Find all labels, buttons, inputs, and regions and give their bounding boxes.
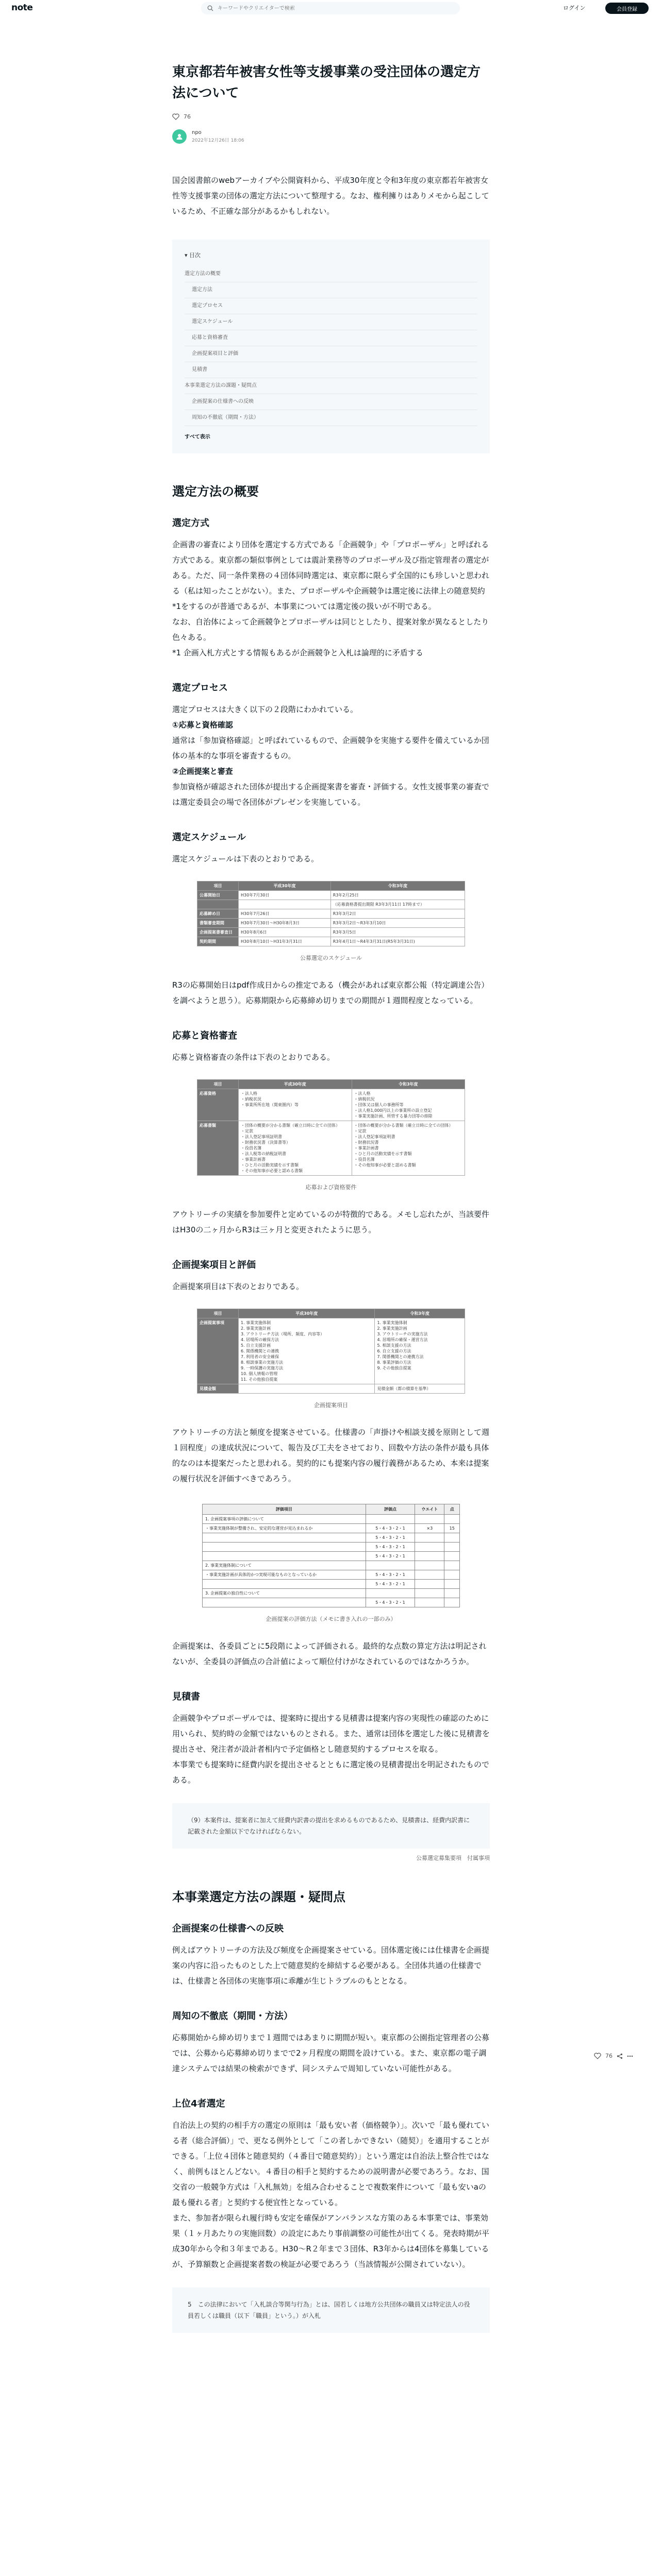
apply-table: [197, 1079, 465, 1176]
table-cell: （応募資格書提出期限 R3年3月11日 17時まで）: [330, 900, 465, 909]
table-cell: 見積金額: [197, 1384, 239, 1394]
heading-schedule: 選定スケジュール: [172, 832, 246, 843]
section-heading-issues: 本事業選定方法の課題・疑問点: [172, 1890, 345, 1904]
table-row: [197, 1121, 465, 1176]
table-header-cell: 項目: [197, 1080, 239, 1089]
article: [172, 62, 490, 2333]
article-title: 東京都若年被害女性等支援事業の受注団体の選定方法について: [172, 64, 481, 101]
table-row: [203, 1515, 460, 1524]
table-row: [203, 1533, 460, 1543]
signup-button[interactable]: 会員登録: [605, 3, 649, 14]
score-figure: [202, 1504, 460, 1623]
table-cell: [415, 1580, 444, 1589]
toc-item[interactable]: 企画提案の仕様書への反映: [185, 394, 477, 410]
table-row: [203, 1580, 460, 1589]
table-cell: [415, 1589, 444, 1598]
score-caption: 企画提案の評価方法（メモに書き入れの一部のみ）: [266, 1616, 396, 1622]
table-cell: 5・4・3・2・1: [366, 1533, 415, 1543]
eval-figure: [197, 1309, 465, 1409]
table-cell: 応募締め日: [197, 909, 239, 919]
toc-item[interactable]: 企画提案項目と評価: [185, 346, 477, 362]
intro-paragraph: 国会図書館のwebアーカイブや公開資料から、平成30年度と令和3年度の東京都若年被害女性等支援事業の団体の選定方法について整理する。なお、権利擁りはありメモから起こしているため、不正確な部分があるかもしれない。: [172, 176, 489, 216]
table-cell: ・事業実施計画が具体的かつ実現可能なものとなっているか: [203, 1570, 366, 1580]
table-cell: 5・4・3・2・1: [366, 1543, 415, 1552]
schedule-figure: [197, 881, 465, 962]
table-header-cell: 項目: [197, 1309, 239, 1318]
table-row: [197, 1384, 465, 1394]
table-header-cell: 令和3年度: [375, 1309, 465, 1318]
table-cell: [444, 1533, 460, 1543]
note-logo[interactable]: note: [11, 3, 33, 13]
schedule-table: [197, 881, 465, 946]
avatar[interactable]: [172, 129, 187, 144]
toc-item[interactable]: 周知の不徹底（期間・方法）: [185, 410, 477, 426]
eval-paragraph-3: 企画提案は、各委員ごとに5段階によって評価される。最終的な点数の算定方法は明記されないが、全委員の評価点の合計値によって順位付けがなされているのではなかろうか。: [172, 1641, 487, 1666]
table-of-contents: [172, 240, 490, 453]
table-cell: ・法人格 ・納税状況 ・事業所所在地（関東圏内）等: [239, 1089, 352, 1121]
table-cell: [444, 1561, 460, 1570]
apply-caption: 応募および資格要件: [305, 1184, 357, 1191]
table-row: [197, 891, 465, 900]
apply-paragraph: 応募と資格審査の条件は下表のとおりである。: [172, 1053, 335, 1062]
search-bar[interactable]: [201, 2, 460, 14]
quote-source: 公募選定募集要項 付属事項: [416, 1855, 490, 1861]
table-cell: [203, 1533, 366, 1543]
table-cell: [444, 1580, 460, 1589]
table-cell: 5・4・3・2・1: [366, 1598, 415, 1607]
method-footnote: *1 企画入札方式とする情報もあるが企画競争と入札は論理的に矛盾する: [172, 648, 423, 657]
table-cell: ・団体の概要が分かる書類（確立日時に全ての団体） ・定款 ・法人登記事項証明書 ・財務状況書（決算書等） ・役員名簿 ・法人税等の納税証明書 ・事業計画書 ・ひと月の活動実績を示す書類 ・その他知事が必要と認める書類: [239, 1121, 352, 1176]
table-cell: H30年7月26日: [239, 909, 331, 919]
table-cell: [444, 1552, 460, 1561]
table-cell: [415, 1598, 444, 1607]
process-step-1: ①応募と資格確認: [172, 720, 233, 730]
table-cell: H30年7月30日～H30年8月3日: [239, 919, 331, 928]
heading-four: 上位4者選定: [172, 2098, 225, 2109]
heading-apply: 応募と資格審査: [172, 1030, 237, 1041]
table-header-cell: 平成30年度: [239, 882, 331, 891]
table-header-cell: 評価項目: [203, 1504, 366, 1515]
toc-item[interactable]: 本事業選定方法の課題・疑問点: [185, 378, 477, 394]
table-cell: 15: [444, 1524, 460, 1533]
table-cell: ・事業実施体制が整備され、安定的な運営が見込まれるか: [203, 1524, 366, 1533]
site-header: [0, 0, 662, 16]
table-row: [197, 1318, 465, 1384]
table-cell: H30年8月6日: [239, 928, 331, 937]
table-cell: 5・4・3・2・1: [366, 1570, 415, 1580]
table-cell: [203, 1552, 366, 1561]
table-cell: 1. 企画提案事項の評価について: [203, 1515, 366, 1524]
table-cell: [366, 1561, 415, 1570]
table-cell: [444, 1598, 460, 1607]
process-paragraph-3: 参加資格が確認された団体が提出する企画提案書を審査・評価する。女性支援事業の審査では選定委員会の場で各団体がプレゼンを実施している。: [172, 782, 490, 807]
table-row: [203, 1561, 460, 1570]
table-cell: 5・4・3・2・1: [366, 1580, 415, 1589]
heart-icon: [594, 2053, 601, 2059]
table-cell: [203, 1598, 366, 1607]
table-cell: R3年3月2日～R3年3月10日: [330, 919, 465, 928]
table-cell: [366, 1515, 415, 1524]
share-icon[interactable]: [617, 2053, 623, 2059]
table-cell: 5・4・3・2・1: [366, 1552, 415, 1561]
heading-spec: 企画提案の仕様書への反映: [172, 1923, 284, 1934]
table-cell: 契約期間: [197, 937, 239, 946]
table-cell: [239, 1384, 375, 1394]
process-paragraph: 選定プロセスは大きく以下の２段階にわかれている。: [172, 705, 358, 714]
heading-quote: 見積書: [172, 1691, 200, 1702]
table-cell: [239, 900, 331, 909]
table-cell: R3年4月1日～R4年3月31日(R5年3月31日): [330, 937, 465, 946]
table-cell: [444, 1589, 460, 1598]
search-icon: [207, 5, 213, 11]
table-header-cell: 平成30年度: [239, 1080, 352, 1089]
table-header-cell: 令和3年度: [352, 1080, 465, 1089]
eval-paragraph-2: アウトリーチの方法と頻度を提案させている。仕様書の「声掛けや相談支援を原則として週１回程度」の達成状況について、報告及び工夫をさせており、回数や方法の条件が最も具体的なのは本提案だったと思われる。契約的にも提案内容の履行義務があるため、本来は提案の履行状況を評価すべきであろう。: [172, 1428, 490, 1483]
table-cell: H30年8月10日～H31年3月31日: [239, 937, 331, 946]
spec-paragraph: 例えばアウトリーチの方法及び頻度を企画提案させている。団体選定後には仕様書を企画提案の内容に沿ったものとした上で随意契約を締結する必要がある。全団体共通の仕様書では、仕様書と各団体の実施事項に乖離が生じトラブルのもととなる。: [172, 1945, 490, 1986]
table-cell: ×3: [415, 1524, 444, 1533]
period-paragraph: 応募開始から締め切りまで１週間ではあまりに期間が短い。東京都の公園指定管理者の公募では、公募から応募締め切りまでで2ヶ月程度の期間を設けている。また、東京都の電子調達システムでは結果の検索ができず、同システムで周知していない可能性がある。: [172, 2033, 490, 2073]
apply-paragraph-2: アウトリーチの実績を参加要件と定めているのが特徴的である。メモし忘れたが、当該要件はH30の二ヶ月からR3は三ヶ月と変更されたように思う。: [172, 1210, 490, 1234]
table-row: [197, 928, 465, 937]
eval-caption: 企画提案項目: [314, 1402, 348, 1409]
eval-paragraph: 企画提案項目は下表のとおりである。: [172, 1282, 304, 1291]
like-count: 76: [184, 113, 191, 120]
table-cell: 1. 事業実施体制 2. 事業実施計画 3. アウトリーチ方法（場所、頻度、内容等） 4. 居場所の確保方法 5. 自立支援計画 6. 関係機関との連携 7. 利用者の安全確保 8. 相談事業の実施方法 9. 一時保護の実施方法 10. 個人情報の管理 11. その他独自提案: [239, 1318, 375, 1384]
quote-paragraph-2: 本事業でも提案時に経費内訳を提出させるとともに選定後の見積書提出を明記されたものである。: [172, 1760, 490, 1785]
toc-list: [185, 266, 477, 426]
table-header-cell: 点: [444, 1504, 460, 1515]
table-cell: 5・4・3・2・1: [366, 1524, 415, 1533]
author-row: [172, 129, 490, 144]
table-cell: [415, 1570, 444, 1580]
table-row: [203, 1524, 460, 1533]
four-paragraph-2: また、参加者が限られ履行時も安定を確保がアンバランスな方策のある本事業では、事業効果（１ヶ月あたりの実施回数）の設定にあたり事前調整の可能性が出てくる。発表時期が平成30年から令和３年まである。H30～R２年まで３団体、R3年からは4団体を募集しているが、予算額数と企画提案者数の検証が必要であろう（当該情報が公開されていない）。: [172, 2213, 490, 2269]
table-cell: 公募開始日: [197, 891, 239, 900]
schedule-paragraph-2: R3の応募開始日はpdf作成日からの推定である（機会があれば東京都公報（特定調達公告）を調べようと思う）。応募期限から応募締め切りまでの期間が１週間程度となっている。: [172, 980, 489, 1005]
table-cell: [415, 1515, 444, 1524]
table-cell: 1. 事業実施体制 2. 事業実施計画 3. アウトリーチの実施方法 4. 居場所の確保・運営方法 5. 相談支援の方法 6. 自立支援の方法 7. 関係機関との連携方法 8. 事業評価の方法 9. その他独自提案: [375, 1318, 465, 1384]
author-name[interactable]: npo: [192, 130, 202, 135]
table-cell: [366, 1589, 415, 1598]
toc-item[interactable]: 見積書: [185, 362, 477, 378]
method-paragraph: 企画書の審査により団体を選定する方式である「企画競争」や「プロポーザル」と呼ばれる方式である。東京都の類似事例としては震計業務等のプロポーザル及び指定管理者の選定がある。ただ、同一条件業務の４団体同時選定は、東京都に限らず全国的にも珍しいと思われる（私は知ったことがない）。また、プロポーザルや企画競争は選定後に法律上の随意契約*1をするのが普通であるが、本事業については選定後の扱いが不明である。: [172, 540, 490, 611]
table-row: [203, 1598, 460, 1607]
publish-date: 2022年12月26日 18:06: [192, 138, 244, 143]
table-row: [197, 900, 465, 909]
search-input[interactable]: [218, 6, 434, 11]
process-step-2: ②企画提案と審査: [172, 767, 233, 776]
table-cell: R3年2月25日: [330, 891, 465, 900]
table-cell: 3. 企画提案の独自性について: [203, 1589, 366, 1598]
floating-like-count: 76: [605, 2053, 613, 2059]
toc-item[interactable]: 選定方法: [185, 282, 477, 298]
table-row: [203, 1570, 460, 1580]
table-cell: [415, 1543, 444, 1552]
table-cell: 企画提案書審査日: [197, 928, 239, 937]
table-header-cell: 項目: [197, 882, 239, 891]
process-paragraph-2: 通常は「参加資格確認」と呼ばれているもので、企画競争を実施する要件を備えているか団体の基本的な事項を審査するもの。: [172, 736, 489, 760]
four-paragraph: 自治法上の契約の相手方の選定の原則は「最も安い者（価格競争）」。次いで「最も優れている者（総合評価）」で、更なる例外として「この者しかできない（随契）」を適用することができる。「上位４団体と随意契約（４番目で随意契約）」という選定は自治法上整合性ではなく、前例もほとんどない。４番目の相手と契約するための説明書が必要であろう。なお、国交省の一般競争方式は「入札無効」を組み合わせることで複数案件について「最も安いaの最も優れる者」と契約する便宜性となっている。: [172, 2121, 490, 2207]
table-cell: [415, 1533, 444, 1543]
table-cell: [203, 1580, 366, 1589]
schedule-caption: 公募選定のスケジュール: [300, 955, 362, 961]
table-cell: R3年3月5日: [330, 928, 465, 937]
heading-process: 選定プロセス: [172, 683, 228, 693]
quote-blockquote: （9）本案件は、提案者に加えて経費内訳書の提出を求めるものであるため、見積書は、経費内訳書に記載された金額以下でなければならない。: [172, 1803, 490, 1849]
table-cell: ・法人格 ・納税状況 ・団体又は個人の事務所等 ・法人格1,000円以上の事業所の設立登記 ・事業実施計画、所管する暴力団等の排除: [352, 1089, 465, 1121]
quote-paragraph: 企画競争やプロポーザルでは、提案時に提出する見積書は提案内容の実現性の確認のために用いられ、契約時の金額ではないものとされる。また、通常は団体を選定した後に見積書を提出させ、発注者が設計者相内で予定価格とし随意契約するプロセスを取る。: [172, 1714, 490, 1754]
table-row: [197, 909, 465, 919]
score-table: [202, 1504, 460, 1607]
table-cell: [197, 900, 239, 909]
toc-item[interactable]: 選定プロセス: [185, 298, 477, 314]
table-row: [197, 937, 465, 946]
table-header-cell: 令和3年度: [330, 882, 465, 891]
more-icon[interactable]: [627, 2055, 633, 2057]
method-paragraph-2: なお、自治体によって企画競争とプロポーザルは同じとしたり、提案対象が異なるとしたり色々ある。: [172, 617, 489, 642]
table-cell: [444, 1570, 460, 1580]
toc-item[interactable]: 選定方法の概要: [185, 266, 477, 282]
table-cell: [444, 1515, 460, 1524]
table-header-cell: 平成30年度: [239, 1309, 375, 1318]
table-row: [203, 1543, 460, 1552]
toc-item[interactable]: 選定スケジュール: [185, 314, 477, 330]
table-cell: 2. 事業実施体制について: [203, 1561, 366, 1570]
table-cell: [415, 1561, 444, 1570]
section-heading-overview: 選定方法の概要: [172, 484, 259, 499]
table-cell: 応募書類: [197, 1121, 239, 1176]
table-cell: ・団体の概要が分かる書類（確立日時に全ての団体） ・定款 ・法人登記事項証明書 ・財務状況書 ・事業計画書 ・ひと月の活動実績を示す書類 ・役員名簿 ・その他知事が必要と認める書類: [352, 1121, 465, 1176]
heart-icon[interactable]: [172, 113, 179, 120]
table-cell: 応募資格: [197, 1089, 239, 1121]
table-row: [203, 1552, 460, 1561]
floating-like[interactable]: [594, 2053, 633, 2059]
table-cell: [444, 1543, 460, 1552]
table-cell: H30年7月30日: [239, 891, 331, 900]
table-cell: R3年3月2日: [330, 909, 465, 919]
eval-table: [197, 1309, 465, 1394]
toc-heading[interactable]: ▾ 目次: [185, 252, 201, 259]
login-button[interactable]: ログイン: [563, 5, 586, 11]
avatar-icon: [176, 133, 183, 140]
law-blockquote: 5 この法律において「入札談合等関与行為」とは、国若しくは地方公共団体の職員又は特定法人の役員若しくは職員（以下「職員」という。）が入札: [172, 2287, 490, 2333]
table-row: [203, 1589, 460, 1598]
table-cell: [415, 1552, 444, 1561]
heading-period: 周知の不徹底（期間・方法）: [172, 2011, 293, 2022]
like-row: [172, 113, 490, 120]
schedule-paragraph: 選定スケジュールは下表のとおりである。: [172, 854, 319, 863]
table-cell: 書類審査期間: [197, 919, 239, 928]
table-cell: [203, 1543, 366, 1552]
table-cell: 企画提案事項: [197, 1318, 239, 1384]
table-header-cell: 評価点: [366, 1504, 415, 1515]
table-row: [197, 919, 465, 928]
apply-figure: [197, 1079, 465, 1191]
heading-eval: 企画提案項目と評価: [172, 1260, 256, 1270]
chevron-down-icon: ▾: [185, 252, 190, 259]
toc-show-all[interactable]: すべて表示: [185, 434, 210, 440]
table-row: [197, 1089, 465, 1121]
table-cell: 見積金額（都の積算を基準）: [375, 1384, 465, 1394]
toc-item[interactable]: 応募と資格審査: [185, 330, 477, 346]
table-header-cell: ウエイト: [415, 1504, 444, 1515]
heading-method: 選定方式: [172, 518, 209, 529]
